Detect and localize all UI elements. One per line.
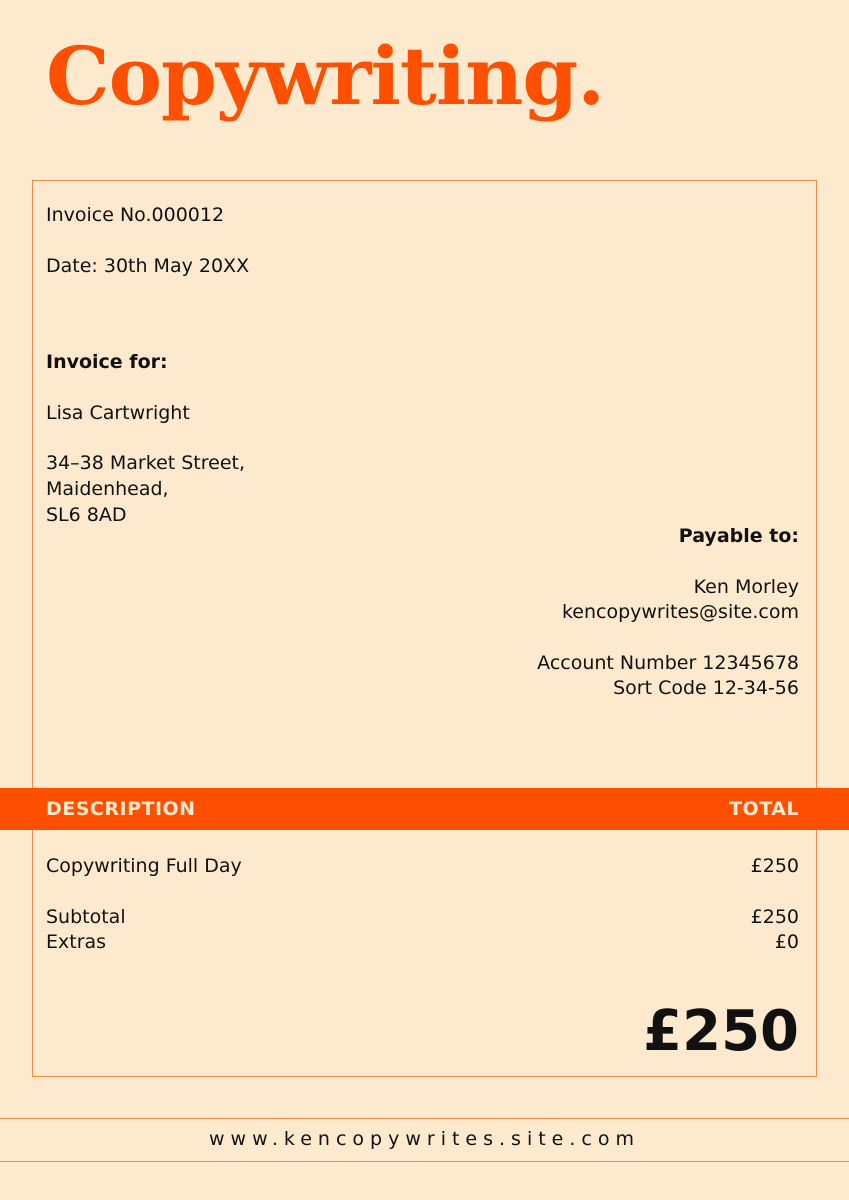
extras-value: £0	[774, 931, 799, 953]
account-number: Account Number 12345678	[537, 652, 799, 674]
extras-label: Extras	[46, 931, 107, 953]
footer-divider-top	[0, 1118, 849, 1119]
brand-title: Copywriting.	[46, 29, 605, 123]
footer-website: www.kencopywrites.site.com	[209, 1128, 640, 1150]
grand-total: £250	[643, 999, 799, 1064]
client-name: Lisa Cartwright	[46, 402, 190, 424]
invoice-number: Invoice No.000012	[46, 204, 225, 226]
payee-email: kencopywrites@site.com	[561, 601, 799, 623]
payable-to-heading: Payable to:	[678, 525, 799, 547]
total-column-header: TOTAL	[729, 798, 799, 820]
sort-code: Sort Code 12-34-56	[613, 677, 799, 699]
line-item-description: Copywriting Full Day	[46, 855, 242, 877]
invoice-box	[32, 180, 817, 1077]
footer-divider-bottom	[0, 1161, 849, 1162]
invoice-date: Date: 30th May 20XX	[46, 255, 250, 277]
payee-name: Ken Morley	[693, 576, 799, 598]
client-address-line-2: Maidenhead,	[46, 478, 169, 500]
description-column-header: DESCRIPTION	[46, 798, 196, 820]
client-address-line-3: SL6 8AD	[46, 504, 127, 526]
line-item-total: £250	[750, 855, 799, 877]
invoice-for-heading: Invoice for:	[46, 351, 168, 373]
subtotal-value: £250	[750, 906, 799, 928]
subtotal-label: Subtotal	[46, 906, 126, 928]
client-address-line-1: 34–38 Market Street,	[46, 452, 246, 474]
